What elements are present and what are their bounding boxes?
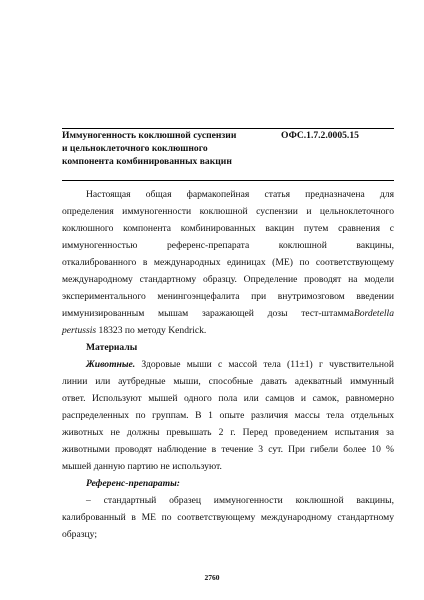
intro-line: определения иммуногенности коклюшной суспензии и цельноклеточного (62, 206, 394, 217)
reference-label: Референс-препараты: (86, 478, 180, 489)
animals-line: линии или аутбредные мыши, способные давать адекватный иммунный (62, 376, 394, 387)
materials-heading: Материалы (86, 342, 138, 353)
reference-line: образцу; (62, 529, 97, 540)
document-code: ОФС.1.7.2.0005.15 (281, 130, 359, 141)
intro-line (62, 305, 394, 322)
intro-line: откалиброванного в международных единицах (МЕ) по соответствующему (62, 257, 394, 268)
strain-species: pertussis (62, 325, 97, 336)
page-number: 2760 (204, 573, 220, 582)
intro-line: коклюшного компонента комбинированных вакцин путем сравнения с (62, 223, 394, 234)
header-bottom-rule (62, 180, 394, 181)
title-line: и цельноклеточного коклюшного (62, 143, 208, 154)
title-line: Иммуногенность коклюшной суспензии (62, 130, 237, 141)
document-body (62, 186, 394, 543)
animals-line: животными проводят наблюдение в течение 3 сут. При гибели более 10 % (62, 444, 394, 455)
intro-line: иммуногенностью референс-препарата коклюшной вакцины, (62, 240, 394, 251)
intro-line-text: иммунизированным мышам заражающей дозы тест-штамма (62, 308, 354, 319)
title-line: компонента комбинированных вакцин (62, 156, 232, 167)
intro-line: Настоящая общая фармакопейная статья предназначена для (86, 189, 394, 200)
animals-line: ответ. Используют мышей одного пола или самцов и самок, равномерно (62, 393, 394, 404)
animals-line: мышей данную партию не используют. (62, 461, 222, 472)
reference-line: калиброванный в МЕ по соответствующему международному стандартному (62, 512, 394, 523)
animals-label: Животные. (86, 359, 136, 370)
animals-line (62, 356, 394, 373)
intro-line: международному стандартному образцу. Определение проводят на модели (62, 274, 394, 285)
intro-line-text: 18323 по методу Kendrick. (98, 325, 207, 336)
intro-line: экспериментального менингоэнцефалита при внутримозговом введении (62, 291, 394, 302)
reference-line: – стандартный образец иммуногенности коклюшной вакцины, (86, 495, 394, 506)
intro-line (62, 322, 394, 339)
animals-line: распределенных по группам. В 1 опыте различия массы тела отдельных (62, 410, 394, 421)
animals-text: Здоровые мыши с массой тела (11±1) г чувствительной (141, 359, 394, 370)
strain-name: Bordetella (353, 308, 394, 319)
document-title (62, 129, 292, 168)
animals-line: животных не должны превышать 2 г. Перед проведением испытания за (62, 427, 394, 438)
